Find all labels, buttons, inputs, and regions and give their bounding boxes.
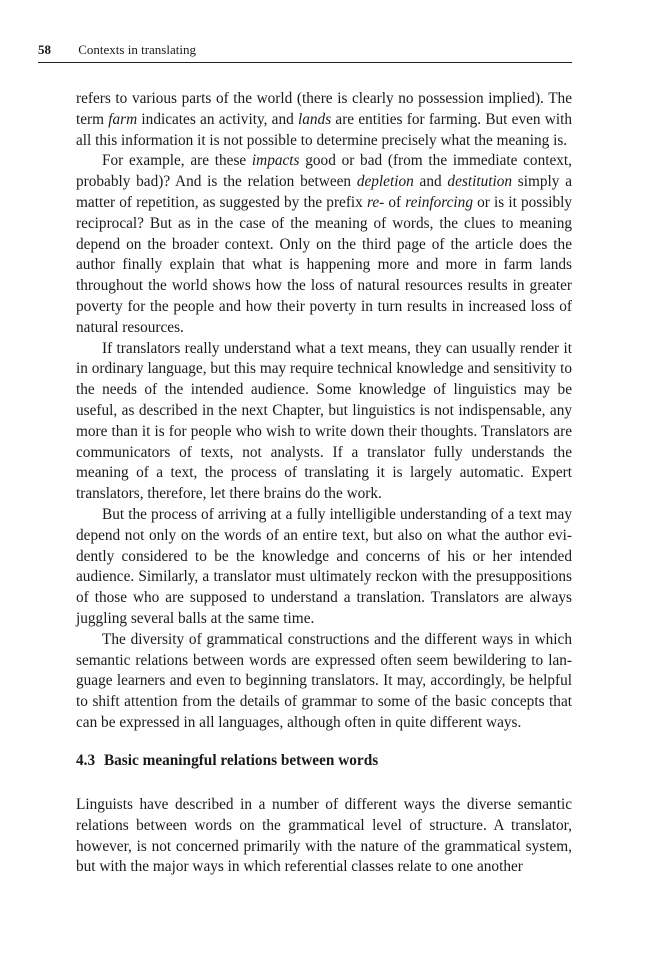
italic-term: destitution: [447, 173, 513, 191]
section-body-text: [76, 795, 572, 878]
text-run: If translators really understand what a text means, they can usually render it in ordinary language, but this may require technical knowledge and sensitivity to the needs of the intended audience. Some knowledge of linguistics may be useful, as described in the next Chapter, but linguistics is not indispensable, any more than it is for people who wish to write down their thoughts. Translators are communicators of texts, not analysts. If a translator fully understands the meaning of a text, the process of translating it is largely automatic. Expert translators, therefore, let there brains do the work.: [76, 339, 572, 503]
text-run: refers to various parts of the world (there is clearly no possession implied). The term: [76, 90, 572, 128]
section-heading: [76, 751, 572, 771]
italic-term: reinforcing: [405, 193, 473, 211]
italic-term: re-: [366, 193, 385, 211]
text-run: indicates an activity, and: [137, 110, 299, 128]
section-paragraph: Linguists have described in a number of different ways the diverse semantic relations between words on the grammatical level of structure. A translator, however, is not concerned primarily with the nature of the grammatical system, but with the major ways in which referential classes relate to one another: [76, 796, 572, 876]
paragraph: [76, 505, 572, 630]
italic-term: lands: [298, 110, 332, 128]
running-head-title: Contexts in translating: [78, 42, 196, 57]
italic-term: farm: [108, 110, 138, 128]
text-run: or is it possibly reciprocal? But as in the case of the meaning of words, the clues to meaning depend on the broader context. Only on the third page of the article does the author finally explain that what is happening more and more in farm lands throughout the world shows how the loss of natural resources results in greater poverty for the people and how their poverty in turn results in increased loss of natural resources.: [76, 193, 572, 336]
paragraph: [76, 630, 572, 734]
text-run: The diversity of grammatical constructions and the different ways in which semantic relations between words are expressed often seem bewildering to language learners and even to beginning translators. It may, accordingly, be helpful to shift attention from the details of grammar to some of the basic concepts that can be expressed in all languages, although often in quite different ways.: [76, 630, 572, 731]
section-number: 4.3: [76, 752, 96, 769]
page-number: 58: [38, 42, 51, 57]
body-text: [76, 89, 572, 734]
section-title: Basic meaningful relations between words: [103, 752, 379, 769]
text-run: simply a matter of repetition, as suggested by the prefix: [76, 173, 572, 211]
text-run: and: [413, 173, 448, 191]
paragraph: [76, 339, 572, 505]
paragraph: [76, 89, 572, 151]
text-run: are entities for farming. But even with all this information it is not possible to determine precisely what the meaning is.: [76, 110, 572, 149]
text-run: But the process of arriving at a fully intelligible understanding of a text may depend not only on the words of an entire text, but also on what the author evidently considered to be the knowledge and concerns of his or her intended audience. Similarly, a translator must ultimately reckon with the presuppositions of those who are supposed to understand a translation. Translators are always juggling several balls at the same time.: [76, 505, 572, 627]
italic-term: impacts: [251, 152, 300, 170]
running-header: [38, 42, 572, 63]
italic-term: depletion: [356, 173, 414, 191]
text-run: For example, are these: [102, 152, 252, 170]
paragraph: [76, 151, 572, 338]
text-run: of: [384, 193, 406, 211]
text-run: good or bad (from the immediate context, probably bad)? And is the relation between: [76, 152, 572, 191]
